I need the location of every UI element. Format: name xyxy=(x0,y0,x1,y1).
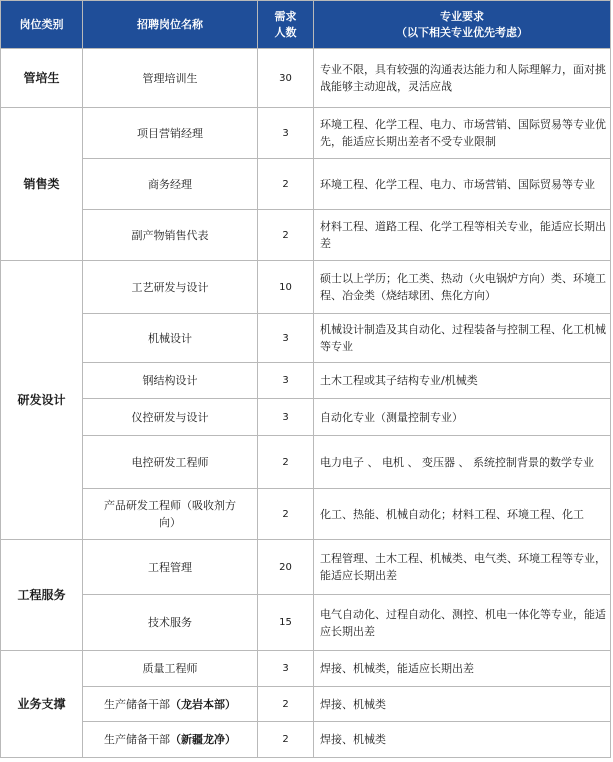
requirement-text: 电力电子 、 电机 、 变压器 、 系统控制背景的数学专业 xyxy=(314,436,611,489)
position-name-text: 钢结构设计 xyxy=(142,374,198,387)
requirement-text: 环境工程、化学工程、电力、市场营销、国际贸易等专业 xyxy=(314,159,611,210)
position-location: （龙岩本部） xyxy=(170,697,236,711)
requirement-text: 机械设计制造及其自动化、过程装备与控制工程、化工机械等专业 xyxy=(314,314,611,363)
table-row xyxy=(1,722,611,758)
table-row xyxy=(1,210,611,261)
position-location: （新疆龙净） xyxy=(170,733,236,746)
headcount: 2 xyxy=(258,489,314,540)
requirement-text: 硕士以上学历；化工类、热动（火电锅炉方向）类、环境工程、冶金类（烧结球团、焦化方向） xyxy=(314,261,611,314)
requirement-text: 环境工程、化学工程、电力、市场营销、国际贸易等专业优先，能适应长期出差者不受专业限制 xyxy=(314,108,611,159)
position-name-text: 管理培训生 xyxy=(142,71,198,85)
requirement-text: 焊接、机械类，能适应长期出差 xyxy=(314,651,611,687)
position-name xyxy=(83,540,258,595)
table-row xyxy=(1,436,611,489)
headcount: 3 xyxy=(258,108,314,159)
position-name xyxy=(83,399,258,436)
position-name-text: 电控研发工程师 xyxy=(131,455,209,469)
position-name-text: 工艺研发与设计 xyxy=(131,280,209,294)
headcount: 3 xyxy=(258,399,314,436)
table-row xyxy=(1,261,611,314)
table-row xyxy=(1,108,611,159)
position-name-text: 机械设计 xyxy=(148,331,192,345)
table-row xyxy=(1,314,611,363)
header-row xyxy=(1,1,611,49)
position-name-text: 产品研发工程师（吸收剂方向） xyxy=(104,499,236,529)
header-count: 需求 人数 xyxy=(258,1,314,49)
table-row xyxy=(1,687,611,722)
requirement-text: 电气自动化、过程自动化、测控、机电一体化等专业，能适应长期出差 xyxy=(314,595,611,651)
position-name-text: 生产储备干部 xyxy=(104,733,170,746)
headcount: 2 xyxy=(258,436,314,489)
position-name-text: 副产物销售代表 xyxy=(131,228,209,242)
position-name-text: 质量工程师 xyxy=(142,662,198,675)
position-name xyxy=(83,49,258,108)
table-row xyxy=(1,540,611,595)
category-guanpeisheng: 管培生 xyxy=(1,49,83,108)
table-row xyxy=(1,489,611,540)
headcount: 3 xyxy=(258,363,314,399)
requirement-text: 工程管理、土木工程、机械类、电气类、环境工程等专业，能适应长期出差 xyxy=(314,540,611,595)
position-name xyxy=(83,314,258,363)
position-name xyxy=(83,687,258,722)
requirement-text: 自动化专业（测量控制专业） xyxy=(314,399,611,436)
table-row xyxy=(1,363,611,399)
position-name xyxy=(83,436,258,489)
headcount: 2 xyxy=(258,159,314,210)
requirement-text: 专业不限，具有较强的沟通表达能力和人际理解力，面对挑战能够主动迎战，灵活应战 xyxy=(314,49,611,108)
position-name xyxy=(83,261,258,314)
requirement-text: 材料工程、道路工程、化学工程等相关专业，能适应长期出差 xyxy=(314,210,611,261)
position-name xyxy=(83,210,258,261)
header-requirements: 专业要求 （以下相关专业优先考虑） xyxy=(314,1,611,49)
position-name-text: 工程管理 xyxy=(148,560,192,574)
requirement-text: 化工、热能、机械自动化；材料工程、环境工程、化工 xyxy=(314,489,611,540)
header-category: 岗位类别 xyxy=(1,1,83,49)
position-name xyxy=(83,595,258,651)
table-row xyxy=(1,595,611,651)
headcount: 30 xyxy=(258,49,314,108)
table-row xyxy=(1,399,611,436)
position-name xyxy=(83,489,258,540)
category-rnd: 研发设计 xyxy=(1,261,83,540)
headcount: 2 xyxy=(258,210,314,261)
position-name-text: 生产储备干部 xyxy=(104,697,170,711)
position-name-text: 技术服务 xyxy=(148,616,192,629)
requirement-text: 焊接、机械类 xyxy=(314,687,611,722)
category-sales: 销售类 xyxy=(1,108,83,261)
requirement-text: 焊接、机械类 xyxy=(314,722,611,758)
position-name xyxy=(83,159,258,210)
table-row xyxy=(1,651,611,687)
category-engineering: 工程服务 xyxy=(1,540,83,651)
headcount: 10 xyxy=(258,261,314,314)
position-name xyxy=(83,651,258,687)
headcount: 2 xyxy=(258,722,314,758)
position-name-text: 商务经理 xyxy=(148,177,192,191)
position-name-text: 项目营销经理 xyxy=(137,126,203,140)
position-name xyxy=(83,722,258,758)
headcount: 20 xyxy=(258,540,314,595)
header-position: 招聘岗位名称 xyxy=(83,1,258,49)
position-name xyxy=(83,363,258,399)
requirement-text: 土木工程或其子结构专业/机械类 xyxy=(314,363,611,399)
headcount: 3 xyxy=(258,651,314,687)
position-name xyxy=(83,108,258,159)
table-row xyxy=(1,49,611,108)
headcount: 15 xyxy=(258,595,314,651)
table-row xyxy=(1,159,611,210)
category-support: 业务支撑 xyxy=(1,651,83,758)
headcount: 3 xyxy=(258,314,314,363)
headcount: 2 xyxy=(258,687,314,722)
position-name-text: 仪控研发与设计 xyxy=(131,410,209,424)
